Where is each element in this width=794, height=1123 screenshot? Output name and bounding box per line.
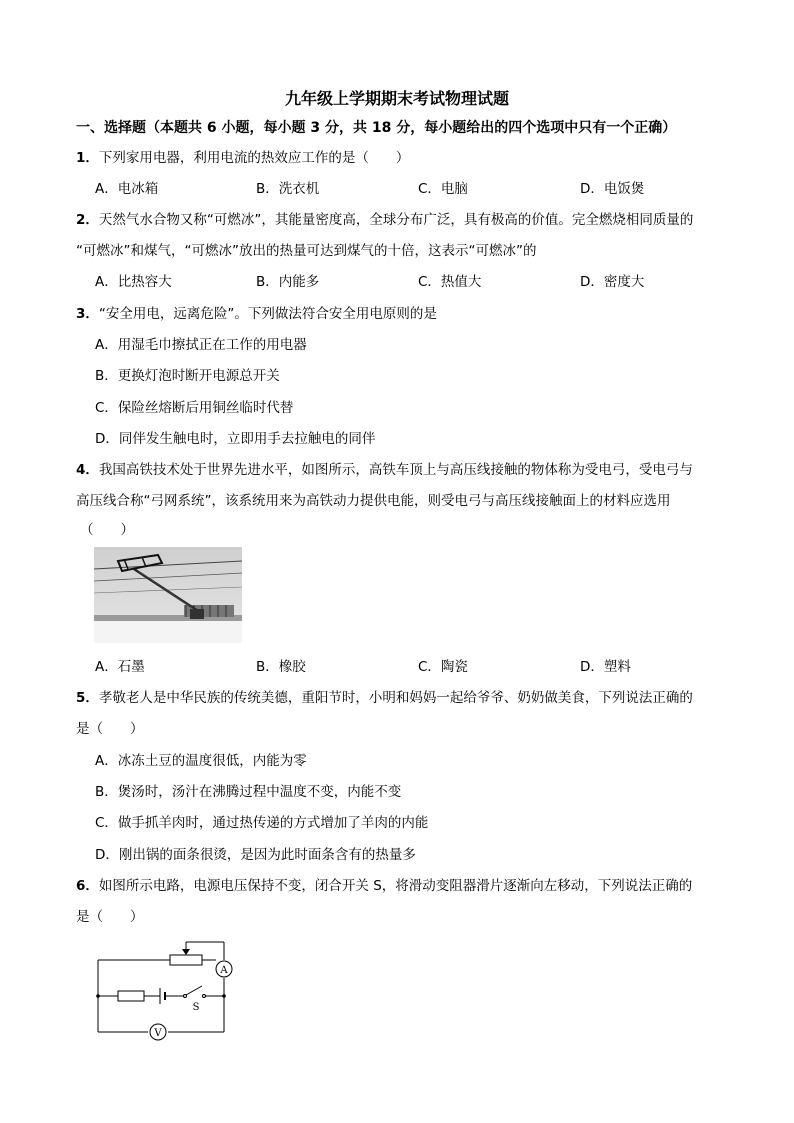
option-a: A．比热容大 <box>95 274 172 290</box>
question-text: 孝敬老人是中华民族的传统美德，重阳节时，小明和妈妈一起给爷爷、奶奶做美食，下列说法正确的 <box>98 690 693 706</box>
ammeter-label: A <box>220 965 228 976</box>
switch-label: S <box>192 1002 200 1013</box>
option-d: D．刚出锅的面条很烫，是因为此时面条含有的热量多 <box>95 847 416 863</box>
option-c: C．做手抓羊肉时，通过热传递的方式增加了羊肉的内能 <box>95 815 429 831</box>
question-text: 下列家用电器，利用电流的热效应工作的是（ ） <box>98 150 410 166</box>
question-text: “安全用电，远离危险”。下列做法符合安全用电原则的是 <box>98 306 437 322</box>
question-3 <box>76 302 437 322</box>
rheostat <box>170 955 202 965</box>
option-b: B．煲汤时，汤汁在沸腾过程中温度不变，内能不变 <box>95 784 402 800</box>
question-number: 1． <box>76 150 99 166</box>
option-c: C．热值大 <box>418 274 482 290</box>
question-text: 天然气水合物又称“可燃冰”，其能量密度高，全球分布广泛，具有极高的价值。完全燃烧相同质量的 <box>98 212 694 228</box>
circuit-diagram <box>90 934 240 1046</box>
question-1 <box>76 146 409 166</box>
question-text-continued: 高压线合称“弓网系统”，该系统用来为高铁动力提供电能，则受电弓与高压线接触面上的材料应选用 <box>76 493 671 509</box>
option-a: A．电冰箱 <box>95 181 159 197</box>
question-5 <box>76 686 693 706</box>
option-a: A．石墨 <box>95 659 145 675</box>
pantograph-photo <box>94 547 242 643</box>
question-number: 3． <box>76 306 99 322</box>
question-text: 我国高铁技术处于世界先进水平，如图所示，高铁车顶上与高压线接触的物体称为受电弓，受电弓与 <box>98 462 693 478</box>
voltmeter-label: V <box>154 1028 162 1039</box>
resistor <box>118 991 144 1001</box>
answer-blank: （ ） <box>80 522 134 538</box>
option-b: B．橡胶 <box>256 659 306 675</box>
question-text-continued: 是（ ） <box>76 721 144 737</box>
question-number: 6． <box>76 878 99 894</box>
question-4 <box>76 458 693 478</box>
option-a: A．用湿毛巾擦拭正在工作的用电器 <box>95 337 307 353</box>
question-number: 4． <box>76 462 99 478</box>
option-c: C．保险丝熔断后用铜丝临时代替 <box>95 400 294 416</box>
question-text-continued: 是（ ） <box>76 909 144 925</box>
option-c: C．陶瓷 <box>418 659 468 675</box>
option-c: C．电脑 <box>418 181 468 197</box>
option-d: D．密度大 <box>580 274 645 290</box>
option-d: D．电饭煲 <box>580 181 645 197</box>
option-b: B．洗衣机 <box>256 181 320 197</box>
question-2 <box>76 208 693 228</box>
section-heading: 一、选择题（本题共 6 小题，每小题 3 分，共 18 分，每小题给出的四个选项中只有一个正确） <box>76 120 677 136</box>
option-b: B．内能多 <box>256 274 320 290</box>
option-d: D．同伴发生触电时，立即用手去拉触电的同伴 <box>95 431 376 447</box>
question-text-continued: “可燃冰”和煤气，“可燃冰”放出的热量可达到煤气的十倍，这表示“可燃冰”的 <box>76 243 537 259</box>
option-d: D．塑料 <box>580 659 631 675</box>
question-number: 2． <box>76 212 99 228</box>
option-a: A．冰冻土豆的温度很低，内能为零 <box>95 753 307 769</box>
page-title: 九年级上学期期末考试物理试题 <box>284 89 509 108</box>
question-text: 如图所示电路，电源电压保持不变，闭合开关 S，将滑动变阻器滑片逐渐向左移动，下列说法正确的 <box>98 878 693 894</box>
question-number: 5． <box>76 690 99 706</box>
option-b: B．更换灯泡时断开电源总开关 <box>95 368 280 384</box>
question-6 <box>76 874 692 894</box>
